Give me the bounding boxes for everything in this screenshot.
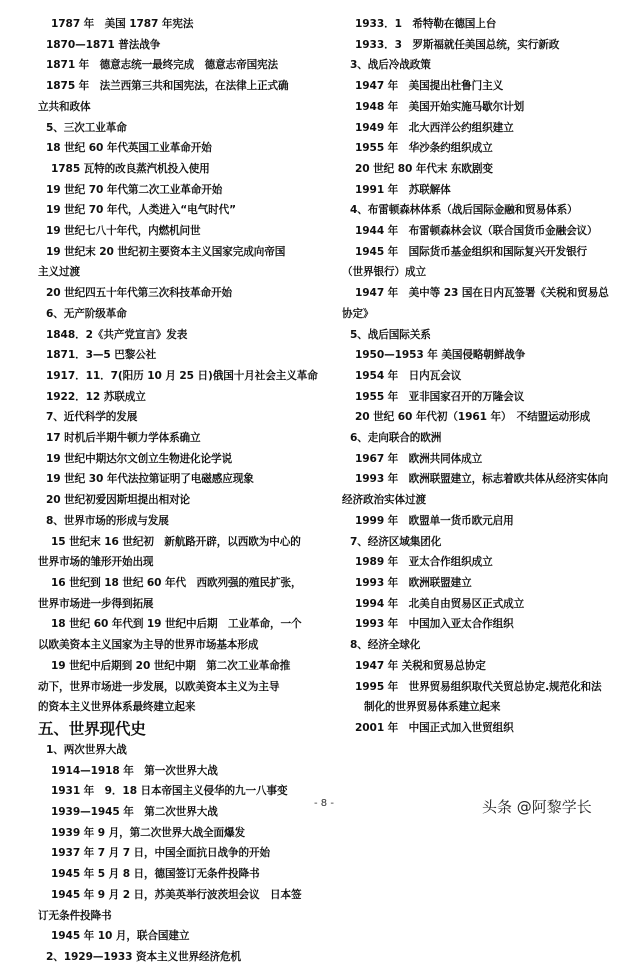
- text-line: 1999 年 欧盟单一货币欧元启用: [355, 514, 514, 527]
- text-line: 1875 年 法兰西第三共和国宪法，在法律上正式确: [46, 80, 289, 93]
- text-line: 1917．11．7(阳历 10 月 25 日)俄国十月社会主义革命: [46, 369, 318, 382]
- text-line: 订无条件投降书: [38, 909, 112, 922]
- section-heading: 五、世界现代史: [38, 719, 146, 738]
- text-line: 世界市场进一步得到拓展: [38, 597, 154, 610]
- text-line: 世界市场的雏形开始出现: [38, 556, 154, 569]
- text-line: 1871 年 德意志统一最终完成 德意志帝国宪法: [46, 59, 279, 72]
- text-line: 1991 年 苏联解体: [355, 183, 451, 196]
- left-column: [38, 14, 338, 968]
- text-line: 19 世纪 30 年代法拉第证明了电磁感应现象: [46, 473, 254, 486]
- text-line: 1、两次世界大战: [46, 743, 127, 756]
- text-line: 19 世纪七八十年代，内燃机问世: [46, 225, 201, 238]
- text-line: 19 世纪末 20 世纪初主要资本主义国家完成向帝国: [46, 245, 286, 258]
- text-line: 1993 年 中国加入亚太合作组织: [355, 618, 514, 631]
- text-line: 3、战后冷战政策: [350, 59, 431, 72]
- text-line: 动下，世界市场进一步发展，以欧美资本主义为主导: [38, 680, 280, 693]
- text-line: 1914—1918 年 第一次世界大战: [51, 764, 218, 777]
- text-line: 1787 年 美国 1787 年宪法: [51, 18, 194, 30]
- text-line: 19 世纪中期达尔文创立生物进化论学说: [46, 452, 233, 465]
- text-line: 1933．1 希特勒在德国上台: [355, 18, 497, 30]
- text-line: 20 世纪 60 年代初（1961 年） 不结盟运动形成: [355, 411, 591, 424]
- text-line: 1948 年 美国开始实施马歇尔计划: [355, 100, 525, 113]
- text-line: 18 世纪 60 年代英国工业革命开始: [46, 142, 212, 155]
- text-line: （世界银行）成立: [342, 266, 426, 279]
- text-line: 1967 年 欧洲共同体成立: [355, 452, 483, 465]
- text-line: 1870—1871 普法战争: [46, 38, 161, 51]
- text-line: 制化的世界贸易体系建立起来: [364, 701, 501, 714]
- text-line: 17 时机后半期牛顿力学体系确立: [46, 432, 201, 445]
- text-line: 2、1929—1933 资本主义世界经济危机: [46, 950, 241, 963]
- text-line: 的资本主义世界体系最终建立起来: [38, 701, 196, 714]
- text-line: 以欧美资本主义国家为主导的世界市场基本形成: [38, 639, 259, 652]
- text-line: 1931 年 9．18 日本帝国主义侵华的九一八事变: [51, 785, 288, 798]
- text-line: 19 世纪 70 年代，人类进入“电气时代”: [46, 204, 236, 217]
- text-line: 8、经济全球化: [350, 639, 421, 652]
- text-line: 8、世界市场的形成与发展: [46, 514, 169, 527]
- page-number: - 8 -: [314, 798, 334, 809]
- text-line: 18 世纪 60 年代到 19 世纪中后期 工业革命，一个: [51, 618, 302, 631]
- text-line: 1955 年 亚非国家召开的万隆会议: [355, 390, 525, 403]
- text-line: 20 世纪初爱因斯坦提出相对论: [46, 494, 191, 507]
- text-line: 1939—1945 年 第二次世界大战: [51, 806, 218, 819]
- text-line: 立共和政体: [38, 100, 91, 113]
- text-line: 1945 年 国际货币基金组织和国际复兴开发银行: [355, 245, 588, 258]
- text-line: 1922．12 苏联成立: [46, 390, 146, 403]
- text-line: 1871．3—5 巴黎公社: [46, 349, 157, 362]
- right-column: [342, 14, 624, 739]
- text-line: 7、近代科学的发展: [46, 411, 138, 424]
- text-line: 1848．2《共产党宣言》发表: [46, 328, 188, 341]
- text-line: 1955 年 华沙条约组织成立: [355, 142, 493, 155]
- text-line: 1947 年 美中等 23 国在日内瓦签署《关税和贸易总: [355, 287, 609, 300]
- text-line: 1937 年 7 月 7 日，中国全面抗日战争的开始: [51, 847, 270, 860]
- text-line: 1949 年 北大西洋公约组织建立: [355, 121, 514, 134]
- text-line: 1933．3 罗斯福就任美国总统，实行新政: [355, 38, 560, 51]
- text-line: 20 世纪 80 年代末 东欧剧变: [355, 162, 493, 175]
- text-line: 1785 瓦特的改良蒸汽机投入使用: [51, 162, 210, 175]
- text-line: 1944 年 布雷顿森林会议（联合国货币金融会议）: [355, 225, 598, 238]
- watermark: 头条 @阿黎学长: [482, 798, 592, 816]
- text-line: 1950—1953 年 美国侵略朝鲜战争: [355, 349, 526, 362]
- text-line: 1939 年 9 月，第二次世界大战全面爆发: [51, 826, 246, 839]
- text-line: 1995 年 世界贸易组织取代关贸总协定.规范化和法: [355, 680, 602, 693]
- text-line: 1954 年 日内瓦会议: [355, 369, 462, 382]
- text-line: 主义过渡: [38, 266, 80, 279]
- text-line: 5、战后国际关系: [350, 328, 431, 341]
- text-line: 1947 年 关税和贸易总协定: [355, 659, 486, 672]
- text-line: 5、三次工业革命: [46, 121, 127, 134]
- text-line: 2001 年 中国正式加入世贸组织: [355, 721, 514, 734]
- text-line: 20 世纪四五十年代第三次科技革命开始: [46, 287, 233, 300]
- text-line: 1989 年 亚太合作组织成立: [355, 556, 493, 569]
- text-line: 经济政治实体过渡: [342, 494, 426, 507]
- text-line: 1945 年 9 月 2 日，苏美英举行波茨坦会议 日本签: [51, 888, 302, 901]
- text-line: 16 世纪到 18 世纪 60 年代 西欧列强的殖民扩张，: [51, 576, 302, 589]
- text-line: 1945 年 10 月，联合国建立: [51, 930, 190, 943]
- text-line: 15 世纪末 16 世纪初 新航路开辟，以西欧为中心的: [51, 535, 301, 548]
- text-line: 1993 年 欧洲联盟建立: [355, 576, 472, 589]
- text-line: 19 世纪中后期到 20 世纪中期 第二次工业革命推: [51, 659, 291, 672]
- text-line: 6、无产阶级革命: [46, 307, 127, 320]
- text-line: 6、走向联合的欧洲: [350, 432, 442, 445]
- text-line: 1993 年 欧洲联盟建立，标志着欧共体从经济实体向: [355, 473, 609, 486]
- text-line: 协定》: [342, 307, 374, 320]
- text-line: 4、布雷顿森林体系（战后国际金融和贸易体系）: [350, 204, 578, 217]
- text-line: 1947 年 美国提出杜鲁门主义: [355, 80, 504, 93]
- text-line: 1994 年 北美自由贸易区正式成立: [355, 597, 525, 610]
- text-line: 7、经济区域集团化: [350, 535, 442, 548]
- text-line: 19 世纪 70 年代第二次工业革命开始: [46, 183, 223, 196]
- text-line: 1945 年 5 月 8 日，德国签订无条件投降书: [51, 868, 260, 881]
